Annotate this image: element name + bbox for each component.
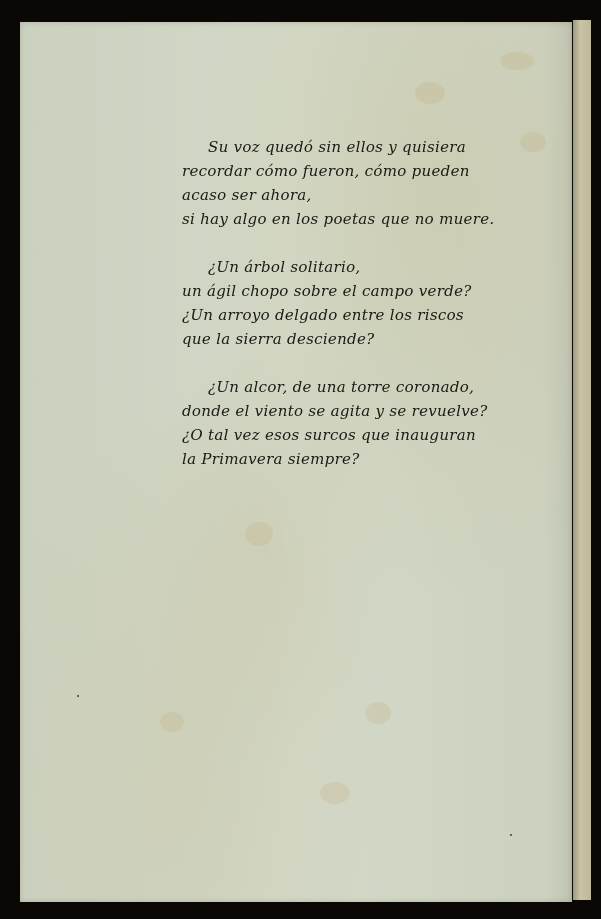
poem-line: acaso ser ahora, [182, 186, 312, 204]
poem-line: ¿Un alcor, de una torre coronado, [208, 378, 475, 396]
poem-line: un ágil chopo sobre el campo verde? [182, 282, 472, 300]
poem-line: ¿O tal vez esos surcos que inauguran [182, 426, 476, 444]
paper-stain [320, 782, 350, 804]
paper-stain [365, 702, 391, 724]
poem-line: que la sierra desciende? [182, 330, 375, 348]
paper-speck [510, 834, 512, 836]
poem-line: la Primavera siempre? [182, 450, 360, 468]
paper-stain [520, 132, 546, 152]
poem-line: ¿Un arroyo delgado entre los riscos [182, 306, 464, 324]
stanza-2 [160, 255, 500, 351]
poem-line: donde el viento se agita y se revuelve? [182, 402, 488, 420]
paper-stain [500, 52, 534, 70]
stanza-3 [160, 375, 500, 471]
poem-line: ¿Un árbol solitario, [208, 258, 361, 276]
paper-speck [77, 695, 79, 697]
poem-line: si hay algo en los poetas que no muere. [182, 210, 495, 228]
poem-text [160, 135, 500, 495]
stanza-1 [160, 135, 500, 231]
paper-stain [415, 82, 445, 104]
paper-stain [160, 712, 184, 732]
poem-line: recordar cómo fueron, cómo pueden [182, 162, 470, 180]
poem-line: Su voz quedó sin ellos y quisiera [208, 138, 467, 156]
adjacent-page-edge [573, 20, 591, 900]
paper-stain [245, 522, 273, 546]
